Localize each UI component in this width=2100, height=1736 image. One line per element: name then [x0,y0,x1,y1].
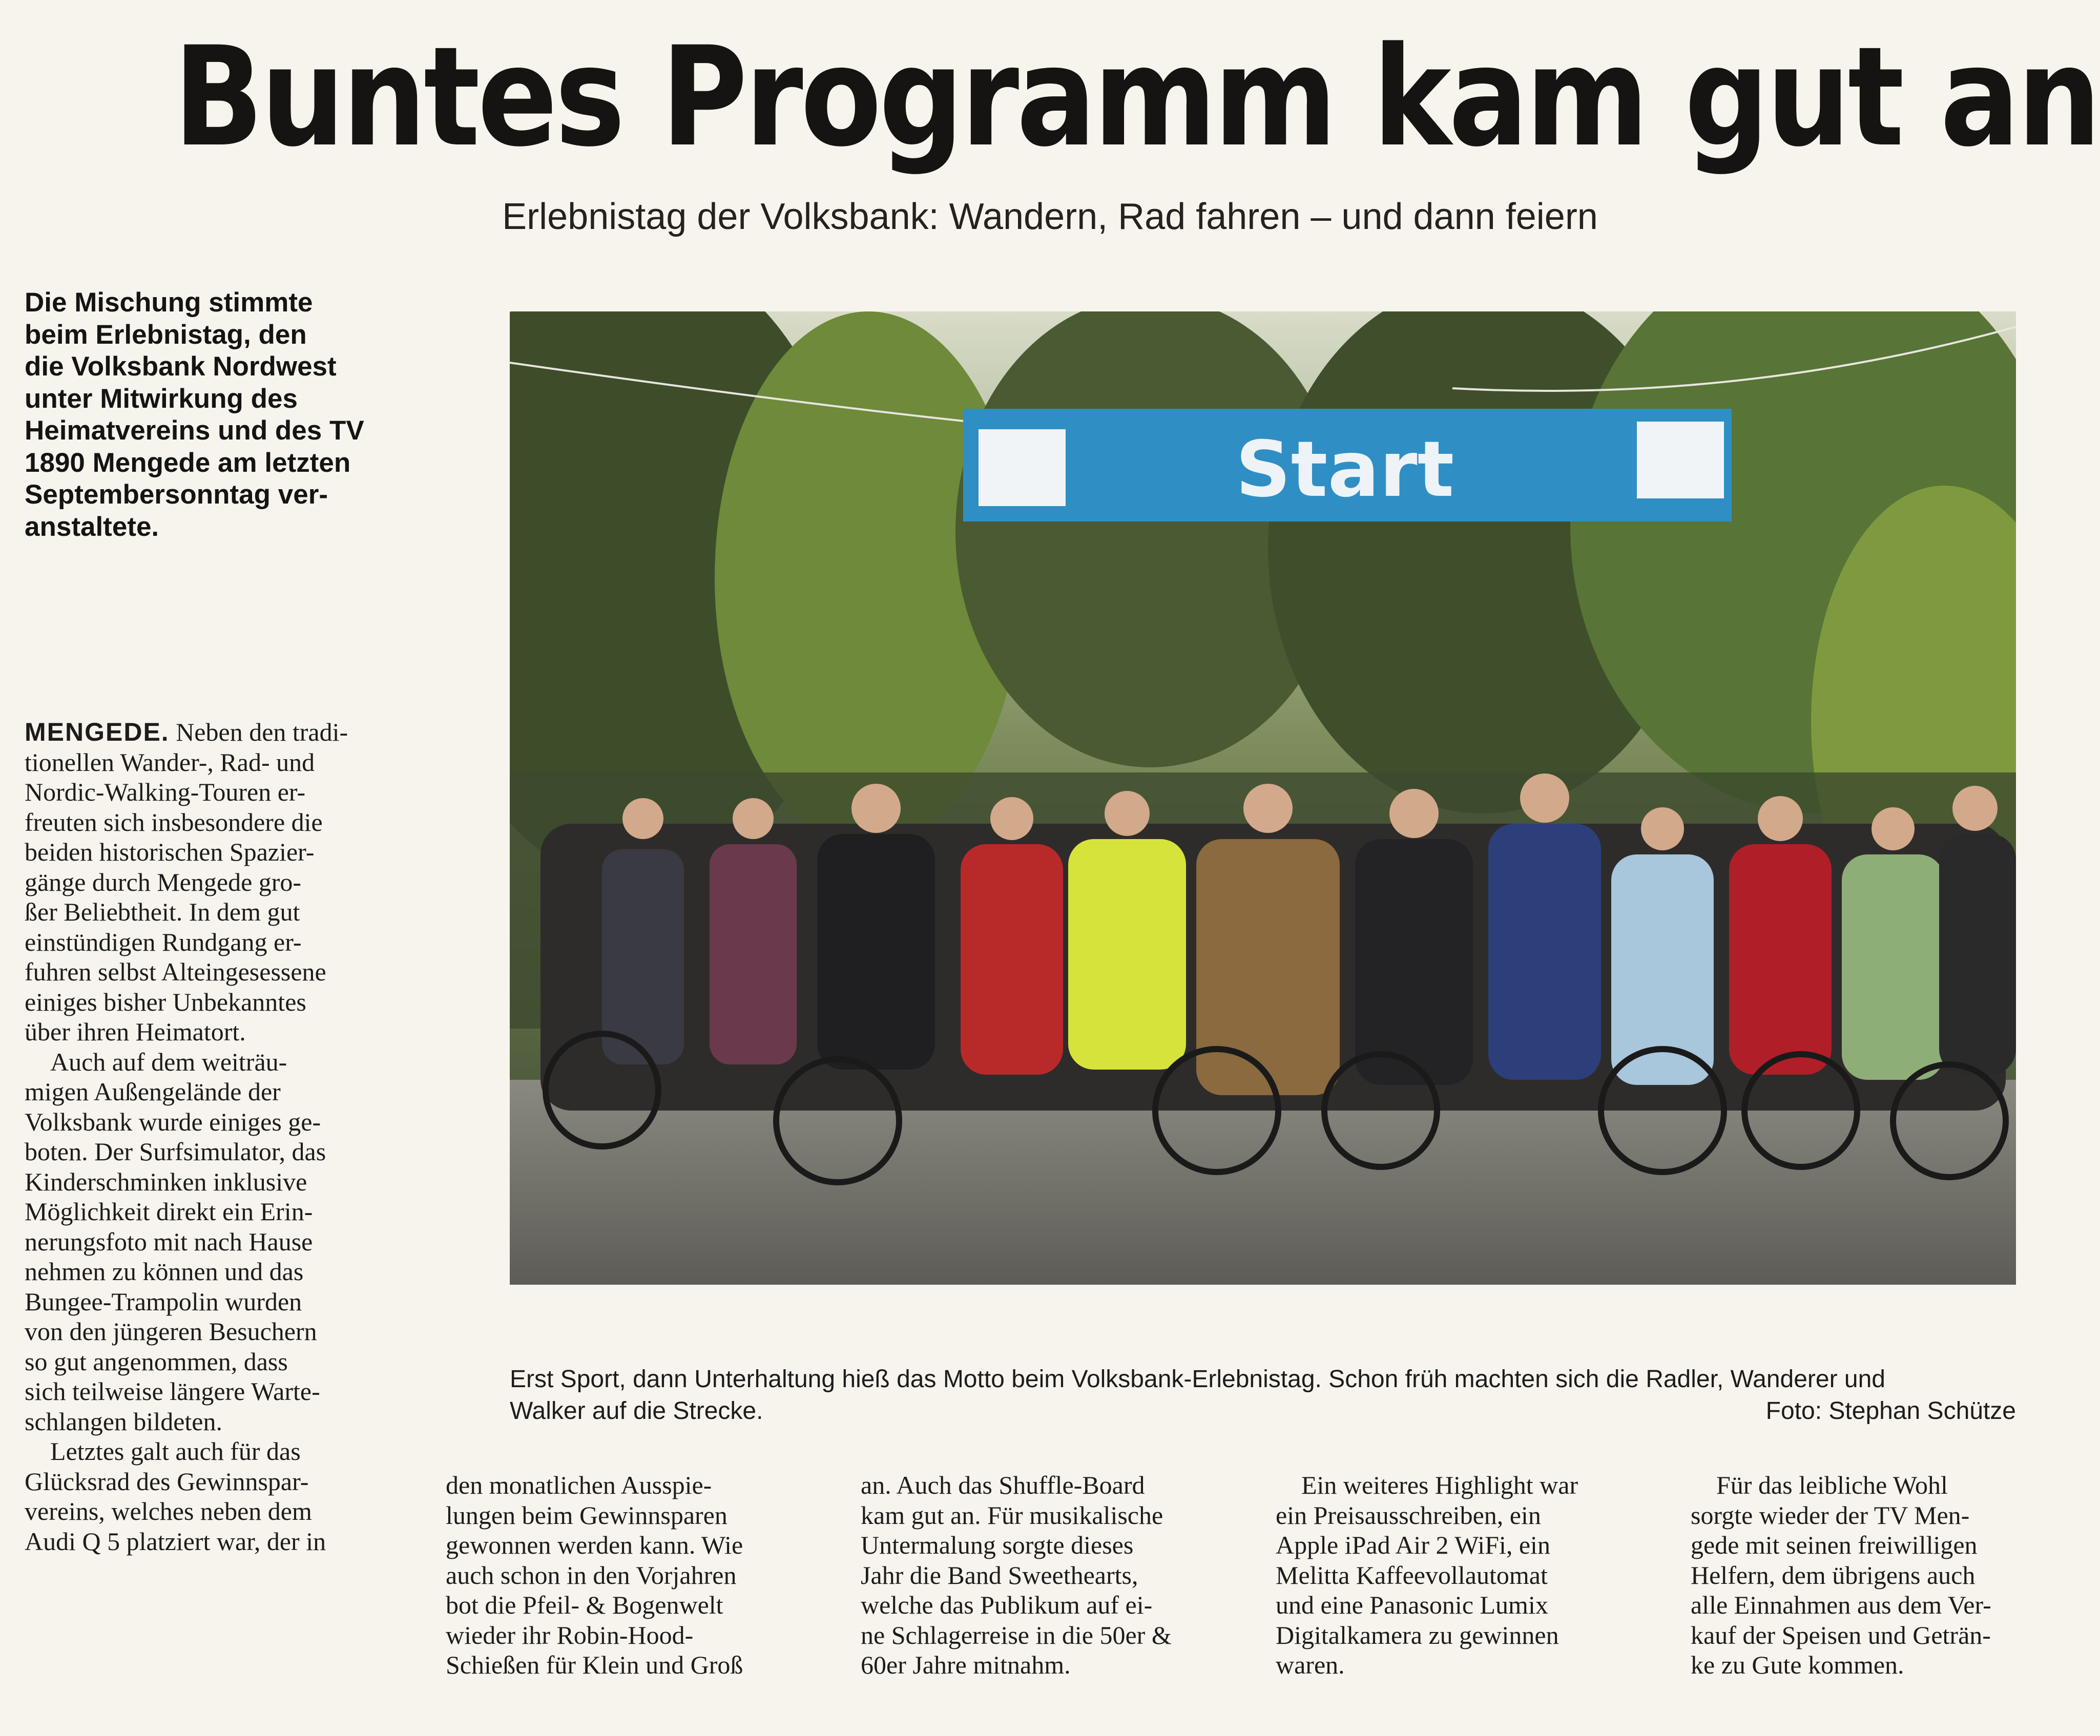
text-line: Kinderschminken inklusive [25,1167,307,1196]
text-line: Glücksrad des Gewinnspar- [25,1467,309,1496]
text-line: Neben den tradi- [176,718,348,746]
lead-line: Die Mischung stimmte [25,287,313,318]
text-line: fuhren selbst Alteingesessene [25,957,326,986]
text-line: von den jüngeren Besuchern [25,1317,317,1346]
text-line: Möglichkeit direkt ein Erin- [25,1197,313,1226]
text-line: Helfern, dem übrigens auch [1691,1560,1976,1589]
text-line: Letztes galt auch für das [50,1437,301,1466]
text-line: 60er Jahre mitnahm. [861,1650,1071,1679]
text-line: über ihren Heimatort. [25,1017,246,1046]
lead-line: Septembersonntag ver- [25,479,328,510]
lead-line: unter Mitwirkung des [25,383,298,414]
subheadline: Erlebnistag der Volksbank: Wandern, Rad fahren – und dann feiern [502,196,1598,237]
text-line: nerungsfoto mit nach Hause [25,1227,313,1256]
text-line: tionellen Wander-, Rad- und [25,747,315,777]
text-line: nehmen zu können und das [25,1257,304,1286]
article-column-4 [1276,1470,1665,1680]
text-line: welche das Publikum auf ei- [861,1591,1153,1619]
text-line: schlangen bildeten. [25,1407,222,1436]
text-line: Melitta Kaffeevollautomat [1276,1560,1548,1589]
lead-line: beim Erlebnistag, den [25,319,307,350]
text-line: bot die Pfeil- & Bogenwelt [446,1591,723,1619]
lead-line: Heimatvereins und des TV [25,415,364,446]
text-line: Digitalkamera zu gewinnen [1276,1620,1559,1649]
event-photo [510,311,2016,1285]
text-line: lungen beim Gewinnsparen [446,1500,727,1530]
text-line: Audi Q 5 platziert war, der in [25,1526,326,1556]
text-line: freuten sich insbesondere die [25,807,323,836]
text-line: und eine Panasonic Lumix [1276,1591,1548,1619]
lead-paragraph [25,287,393,543]
text-line: waren. [1276,1650,1345,1679]
text-line: Auch auf dem weiträu- [50,1047,287,1076]
text-line: vereins, welches neben dem [25,1497,312,1525]
text-line: sorgte wieder der TV Men- [1691,1500,1970,1530]
text-line: den monatlichen Ausspie- [446,1471,712,1499]
photo-caption [510,1364,2016,1427]
lead-line: anstaltete. [25,511,159,542]
article-column-5 [1691,1470,2080,1680]
text-line: gänge durch Mengede gro- [25,867,302,896]
article-column-3 [861,1470,1250,1680]
dateline: MENGEDE. [25,718,170,746]
text-line: so gut angenommen, dass [25,1347,288,1376]
text-line: Ein weiteres Highlight war [1301,1471,1578,1499]
text-line: boten. Der Surfsimulator, das [25,1137,326,1166]
text-line: Nordic-Walking-Touren er- [25,778,306,806]
photo-illustration [510,311,2016,1285]
text-line: ke zu Gute kommen. [1691,1650,1904,1679]
text-line: ne Schlagerreise in die 50er & [861,1620,1172,1649]
text-line: ßer Beliebtheit. In dem gut [25,897,300,926]
text-line: Volksbank wurde einiges ge- [25,1107,321,1136]
text-line: Bungee-Trampolin wurden [25,1287,302,1316]
text-line: Apple iPad Air 2 WiFi, ein [1276,1531,1550,1559]
text-line: gewonnen werden kann. Wie [446,1531,743,1559]
text-line: Schießen für Klein und Groß [446,1650,743,1679]
text-line: auch schon in den Vorjahren [446,1560,737,1589]
text-line: Für das leibliche Wohl [1716,1471,1948,1499]
article-column-2 [446,1470,820,1680]
caption-line-1: Erst Sport, dann Unterhaltung hieß das Motto beim Volksbank-Erlebnistag. Schon früh machten sich die Radler, Wanderer und [510,1366,1885,1393]
photo-credit: Foto: Stephan Schütze [1765,1397,2016,1425]
lead-line: 1890 Mengede am letzten [25,447,351,478]
text-line: kauf der Speisen und Geträn- [1691,1620,1991,1649]
text-line: Untermalung sorgte dieses [861,1531,1134,1559]
text-line: an. Auch das Shuffle-Board [861,1471,1145,1499]
headline: Buntes Programm kam gut an [173,17,2099,177]
text-line: gede mit seinen freiwilligen [1691,1531,1978,1559]
text-line: wieder ihr Robin-Hood- [446,1620,694,1649]
article-column-1 [25,717,424,1556]
banner-text: Start [1235,425,1454,514]
text-line: Jahr die Band Sweethearts, [861,1560,1138,1589]
text-line: sich teilweise längere Warte- [25,1377,320,1406]
text-line: beiden historischen Spazier- [25,838,315,866]
text-line: einstündigen Rundgang er- [25,927,302,956]
text-line: einiges bisher Unbekanntes [25,987,306,1016]
text-line: kam gut an. Für musikalische [861,1500,1163,1530]
text-line: alle Einnahmen aus dem Ver- [1691,1591,1991,1619]
lead-line: die Volksbank Nordwest [25,351,337,382]
text-line: ein Preisausschreiben, ein [1276,1500,1541,1530]
text-line: migen Außengelände der [25,1077,281,1106]
caption-line-2: Walker auf die Strecke. [510,1397,763,1425]
